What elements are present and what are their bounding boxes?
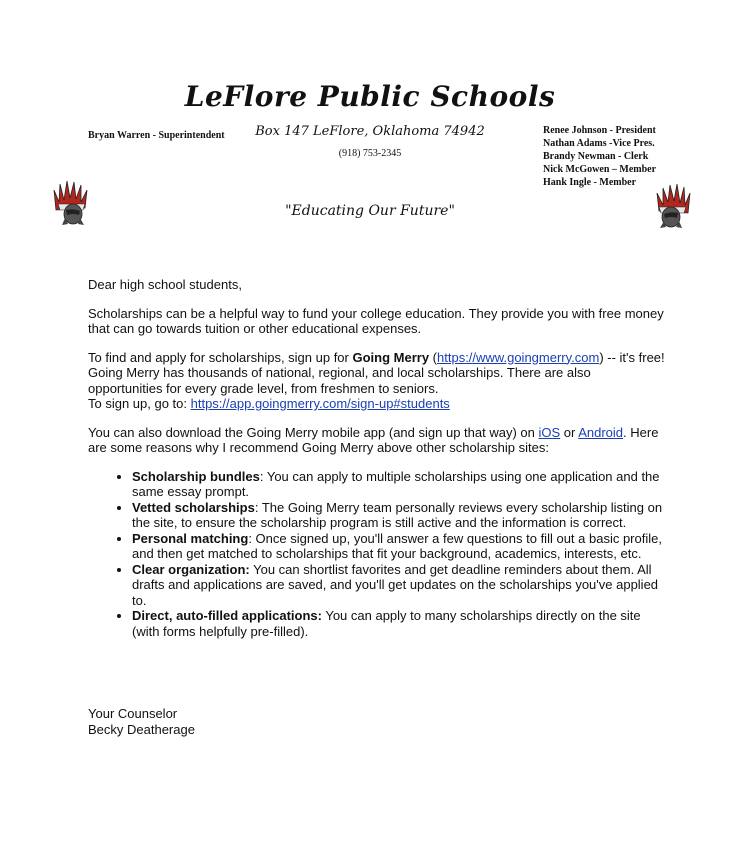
list-item — [132, 608, 668, 639]
list-item — [132, 469, 668, 500]
reasons-list — [88, 469, 668, 640]
board-member: Nick McGowen – Member — [543, 164, 657, 175]
chief-headdress-logo-right-icon — [652, 183, 692, 229]
signup-link[interactable]: https://app.goingmerry.com/sign-up#students — [190, 396, 450, 411]
paragraph-app — [88, 425, 668, 456]
signup-intro-text: To find and apply for scholarships, sign up for — [88, 349, 353, 365]
reason-text: You can shortlist favorites and get deadline reminders about them. All drafts and applications are saved, and you'll get updates on the scholarships you've applied to. — [132, 561, 659, 608]
list-item — [132, 562, 668, 609]
school-motto: "Educating Our Future" — [285, 203, 455, 219]
reason-title: Vetted scholarships — [132, 499, 255, 515]
reason-title: Scholarship bundles — [132, 468, 260, 484]
reason-text: You can apply to many scholarships directly on the site (with forms helpfully pre-filled). — [132, 608, 641, 639]
android-link[interactable]: Android — [578, 424, 624, 440]
reason-text: : The Going Merry team personally reviews every scholarship listing on the site, to ensure the scholarship program is still active and the information is correct. — [132, 499, 663, 530]
board-member: Hank Ingle - Member — [543, 177, 637, 188]
signoff-name: Becky Deatherage — [88, 721, 195, 737]
school-phone: (918) 753-2345 — [338, 148, 402, 159]
signature-block — [88, 706, 195, 737]
reason-text: : Once signed up, you'll answer a few questions to fill out a basic profile, and then get matched to scholarships that fit your background, academics, interests, etc. — [132, 530, 662, 561]
school-address: Box 147 LeFlore, Oklahoma 74942 — [255, 124, 485, 139]
going-merry-brand: Going Merry — [352, 349, 430, 365]
board-member: Brandy Newman - Clerk — [543, 151, 649, 162]
signup-prefix-text: To sign up, go to: — [88, 396, 191, 411]
chief-headdress-logo-left-icon — [52, 180, 92, 226]
reason-title: Personal matching — [132, 530, 249, 546]
board-member: Renee Johnson - President — [543, 125, 656, 136]
app-intro-text: You can also download the Going Merry mobile app (and sign up that way) on — [88, 424, 539, 440]
superintendent-name: Bryan Warren - Superintendent — [88, 130, 225, 141]
app-after-text: . Here are some reasons why I recommend Going Merry above other scholarship sites: — [88, 424, 659, 455]
school-name-title: LeFlore Public Schools — [184, 80, 556, 113]
paragraph-intro: Scholarships can be a helpful way to fund your college education. They provide you with free money that can go towards tuition or other educational expenses. — [88, 305, 664, 336]
or-text: or — [560, 424, 579, 440]
list-item — [132, 531, 668, 562]
greeting: Dear high school students, — [88, 277, 242, 292]
paren-open: ( — [429, 349, 438, 365]
board-members-list — [543, 124, 656, 189]
letter-body — [88, 277, 668, 639]
list-item — [132, 500, 668, 531]
reason-title: Clear organization: — [132, 561, 250, 577]
board-member: Nathan Adams -Vice Pres. — [543, 138, 655, 149]
reason-title: Direct, auto-filled applications: — [132, 608, 322, 623]
paragraph-signup — [88, 350, 668, 412]
ios-link[interactable]: iOS — [538, 424, 561, 440]
going-merry-site-link[interactable]: https://www.goingmerry.com — [437, 349, 600, 365]
reason-text: : You can apply to multiple scholarships using one application and the same essay prompt. — [132, 468, 660, 499]
signoff-role: Your Counselor — [88, 706, 178, 721]
signup-details-text: ) -- it's free! Going Merry has thousands of national, regional, and local scholarships. There are also opportunities for every grade level, from freshmen to seniors. — [88, 349, 665, 396]
